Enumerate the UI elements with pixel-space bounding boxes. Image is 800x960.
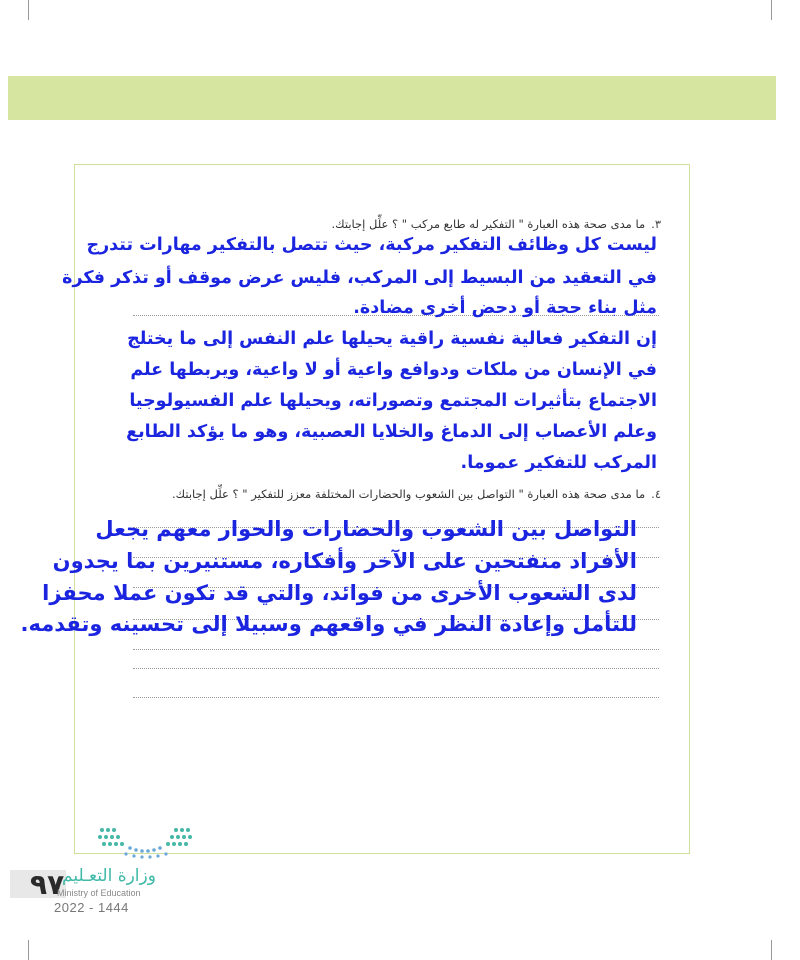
question-3	[332, 217, 661, 231]
exercise-frame	[20, 164, 690, 854]
crop-mark	[28, 940, 29, 960]
question-number: ٣.	[651, 217, 661, 231]
question-number: ٤.	[651, 487, 661, 501]
answer-3-line: الاجتماع بتأثيرات المجتمع وتصوراته، ويحيلها علم الفسيولوجيا	[129, 391, 657, 411]
ministry-name-english: Ministry of Education	[57, 888, 141, 898]
answer-4-line: التواصل بين الشعوب والحضارات والحوار معهم يجعل	[95, 517, 637, 541]
dotted-line	[133, 649, 659, 650]
question-4	[172, 487, 661, 501]
header-banner	[8, 76, 776, 120]
answer-3-line: مثل بناء حجة أو دحض أخرى مضادة.	[353, 298, 657, 318]
answer-4-line: للتأمل وإعادة النظر في واقعهم وسبيلا إلى تحسينه وتقدمه.	[20, 612, 637, 636]
answer-4-line: لدى الشعوب الأخرى من فوائد، والتي قد تكون عملا محفزا	[42, 581, 637, 605]
crop-mark	[771, 940, 772, 960]
question-text: ما مدى صحة هذه العبارة " التفكير له طابع مركب " ؟ علِّل إجابتك.	[331, 217, 646, 231]
answer-3-line: وعلم الأعصاب إلى الدماغ والخلايا العصبية، وهو ما يؤكد الطابع	[126, 422, 657, 442]
answer-3-line: المركب للتفكير عموما.	[460, 453, 657, 473]
answer-3-line: ليست كل وظائف التفكير مركبة، حيث تتصل بالتفكير مهارات تتدرج	[86, 235, 657, 255]
dotted-line	[133, 668, 659, 669]
crop-mark	[28, 0, 29, 20]
answer-4-line: الأفراد منفتحين على الآخر وأفكاره، مستنيرين بما يجدون	[52, 549, 637, 573]
answer-3-line: في التعقيد من البسيط إلى المركب، فليس عرض موقف أو تذكر فكرة	[62, 268, 657, 288]
answer-3-line: في الإنسان من ملكات ودوافع واعية أو لا واعية، ويربطها علم	[130, 360, 657, 380]
page-number: ٩٧	[30, 868, 65, 901]
question-text: ما مدى صحة هذه العبارة " التواصل بين الشعوب والحضارات المختلفة معزز للتفكير " ؟ علِّل إجابتك.	[172, 487, 646, 501]
edition-year: 2022 - 1444	[54, 900, 129, 915]
dotted-line	[133, 697, 659, 698]
answer-3-line: إن التفكير فعالية نفسية راقية يحيلها علم النفس إلى ما يختلج	[127, 329, 657, 349]
ministry-logo	[96, 826, 194, 862]
crop-mark	[771, 0, 772, 20]
ministry-name-arabic: وزارة التعـليم	[62, 866, 156, 886]
